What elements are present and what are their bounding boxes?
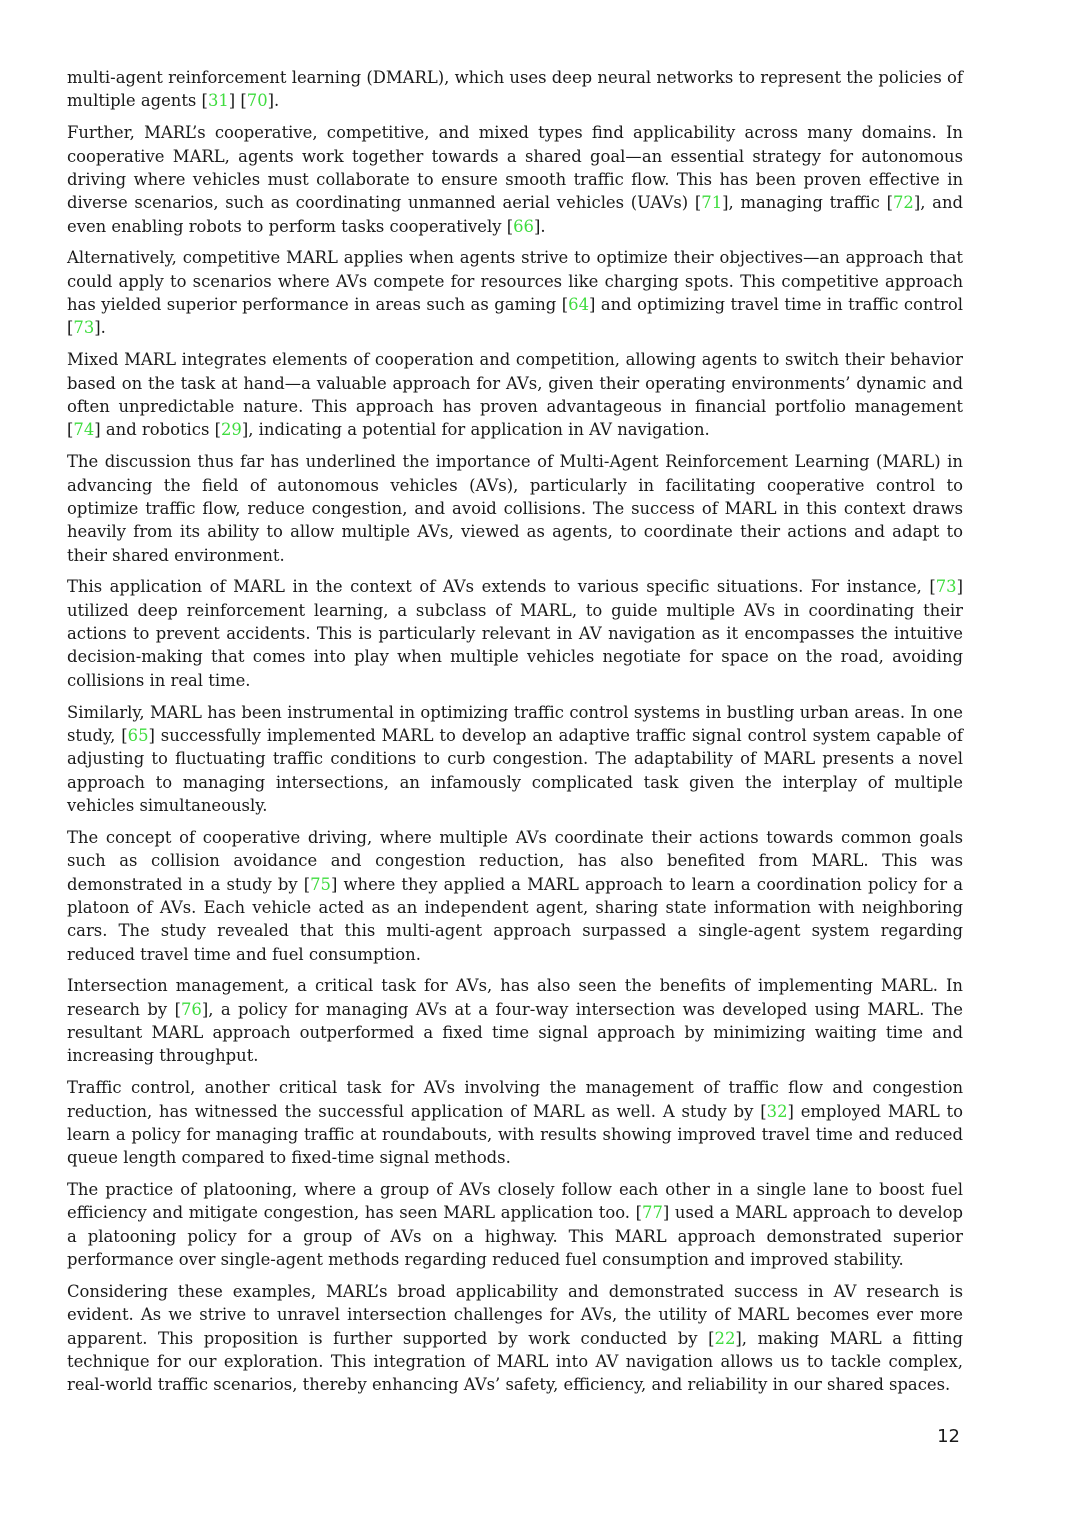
paragraph — [67, 121, 963, 238]
text-run: ], indicating a potential for application in AV navigation. — [241, 420, 710, 440]
citation-link[interactable]: 64 — [568, 295, 590, 315]
text-run: Similarly, MARL has been instrumental in optimizing traffic control systems in bustling urban areas. In one study, [ — [67, 702, 963, 745]
text-run: ], managing traffic [ — [722, 193, 893, 213]
citation-link[interactable]: 31 — [207, 91, 229, 111]
text-run: ] used a MARL approach to develop a platooning policy for a group of AVs on a highway. This MARL approach demonstrated superior performance over single-agent methods regarding reduced fuel consumption and improved stability. — [67, 1203, 963, 1270]
text-run: ] employed MARL to learn a policy for managing traffic at roundabouts, with results showing improved travel time and reduced queue length compared to fixed-time signal methods. — [67, 1101, 963, 1168]
paragraph — [67, 1280, 963, 1397]
text-run: The practice of platooning, where a group of AVs closely follow each other in a single lane to boost fuel efficiency and mitigate congestion, has seen MARL application too. [ — [67, 1180, 963, 1223]
citation-link[interactable]: 66 — [513, 216, 534, 236]
text-run: Alternatively, competitive MARL applies when agents strive to optimize their objectives—an approach that could apply to scenarios where AVs compete for resources like charging spots. This competitive approach has yielded superior performance in areas such as gaming [ — [67, 248, 963, 315]
text-run: ], a policy for managing AVs at a four-way intersection was developed using MARL. The resultant MARL approach outperformed a fixed time signal approach by minimizing waiting time and increasing throughput. — [67, 999, 964, 1066]
citation-link[interactable]: 71 — [701, 193, 723, 213]
text-run: Intersection management, a critical task for AVs, has also seen the benefits of implementing MARL. In research by [ — [67, 976, 963, 1019]
text-run: ] [ — [228, 91, 247, 111]
text-run: The concept of cooperative driving, where multiple AVs coordinate their actions towards common goals such as collision avoidance and congestion reduction, has also benefited from MARL. This was demonstrated in a study by [ — [67, 827, 963, 894]
citation-link[interactable]: 74 — [73, 420, 95, 440]
citation-link[interactable]: 65 — [127, 725, 149, 745]
paragraph — [67, 450, 963, 567]
text-run: Traffic control, another critical task for AVs involving the management of traffic flow and congestion reduction, has witnessed the successful application of MARL as well. A study by [ — [67, 1078, 963, 1121]
citation-link[interactable]: 70 — [246, 91, 268, 111]
paragraph — [67, 66, 963, 113]
text-run: ] and optimizing travel time in traffic control [ — [67, 295, 963, 338]
text-run: ] and robotics [ — [94, 420, 221, 440]
text-run: ], and even enabling robots to perform tasks cooperatively [ — [67, 193, 963, 236]
text-run: multi-agent reinforcement learning (DMARL), which uses deep neural networks to represent the policies of multiple agents [ — [67, 68, 963, 111]
citation-link[interactable]: 73 — [73, 318, 95, 338]
paragraph — [67, 1076, 963, 1169]
text-run: ], making MARL a fitting technique for our exploration. This integration of MARL into AV navigation allows us to tackle complex, real-world traffic scenarios, thereby enhancing AVs’ safety, efficiency, and reliability in our shared spaces. — [67, 1328, 963, 1395]
text-run: ] successfully implemented MARL to develop an adaptive traffic signal control system capable of adjusting to fluctuating traffic conditions to curb congestion. The adaptability of MARL presents a novel approach to managing intersections, an infamously complicated task given the interplay of multiple vehicles simultaneously. — [67, 725, 963, 815]
text-run: Further, MARL’s cooperative, competitive, and mixed types find applicability across many domains. In cooperative MARL, agents work together towards a shared goal—an essential strategy for autonomous driving where vehicles must collaborate to ensure smooth traffic flow. This has been proven effective in diverse scenarios, such as coordinating unmanned aerial vehicles (UAVs) [ — [67, 123, 963, 213]
page-number: 12 — [937, 1426, 960, 1447]
citation-link[interactable]: 32 — [766, 1101, 788, 1121]
text-run: ]. — [94, 318, 106, 338]
paragraph — [67, 701, 963, 818]
citation-link[interactable]: 22 — [714, 1328, 736, 1348]
citation-link[interactable]: 77 — [642, 1203, 663, 1223]
text-run: Mixed MARL integrates elements of cooperation and competition, allowing agents to switch their behavior based on the task at hand—a valuable approach for AVs, given their operating environments’ dynamic and often unpredictable nature. This approach has proven advantageous in financial portfolio management [ — [67, 350, 963, 440]
citation-link[interactable]: 73 — [935, 577, 957, 597]
citation-link[interactable]: 76 — [180, 999, 202, 1019]
text-run: Considering these examples, MARL’s broad applicability and demonstrated success in AV research is evident. As we strive to unravel intersection challenges for AVs, the utility of MARL becomes ever more apparent. This proposition is further supported by work conducted by [ — [67, 1282, 963, 1348]
paragraph — [67, 826, 963, 966]
paragraph — [67, 246, 963, 339]
paragraph — [67, 1178, 963, 1271]
text-run: ] where they applied a MARL approach to learn a coordination policy for a platoon of AVs. Each vehicle acted as an independent agent, sharing state information with neighboring cars. The study revealed that this multi-agent approach surpassed a single-agent system regarding reduced travel time and fuel consumption. — [67, 874, 963, 964]
text-run: This application of MARL in the context of AVs extends to various specific situations. For instance, [ — [67, 577, 936, 597]
citation-link[interactable]: 72 — [892, 193, 914, 213]
paragraph — [67, 575, 963, 692]
text-run: ]. — [533, 216, 546, 236]
text-run: The discussion thus far has underlined the importance of Multi-Agent Reinforcement Learning (MARL) in advancing the field of autonomous vehicles (AVs), particularly in facilitating cooperative control to optimize traffic flow, reduce congestion, and avoid collisions. The success of MARL in this context draws heavily from its ability to allow multiple AVs, viewed as agents, to coordinate their actions and adapt to their shared environment. — [67, 452, 963, 565]
paragraph — [67, 348, 963, 441]
body-text — [67, 66, 963, 1405]
text-run: ] utilized deep reinforcement learning, a subclass of MARL, to guide multiple AVs in coordinating their actions to prevent accidents. This is particularly relevant in AV navigation as it encompasses the intuitive decision-making that comes into play when multiple vehicles negotiate for space on the road, avoiding collisions in real time. — [67, 577, 963, 690]
citation-link[interactable]: 29 — [221, 420, 242, 440]
citation-link[interactable]: 75 — [310, 874, 331, 894]
paragraph — [67, 974, 963, 1067]
text-run: ]. — [267, 91, 280, 111]
